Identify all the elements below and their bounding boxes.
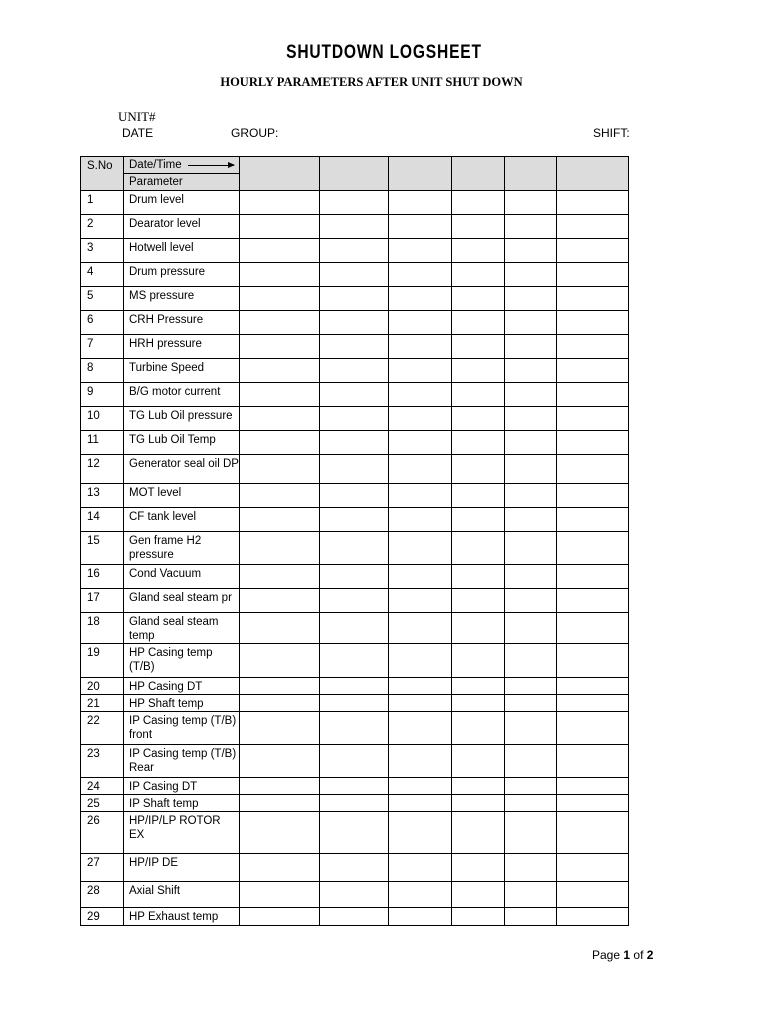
reading-cell[interactable] [505,589,557,613]
reading-cell[interactable] [557,311,629,335]
reading-cell[interactable] [505,484,557,508]
row-sno: 25 [81,795,124,812]
reading-cell[interactable] [389,795,452,812]
reading-cell[interactable] [320,745,389,778]
row-sno: 19 [81,644,124,678]
table-row [81,508,629,532]
row-parameter: Gen frame H2 pressure [124,532,240,565]
table-row [81,695,629,712]
reading-cell[interactable] [320,191,389,215]
row-sno: 15 [81,532,124,565]
reading-cell[interactable] [452,644,505,678]
reading-cell[interactable] [240,431,320,455]
table-row [81,263,629,287]
reading-cell[interactable] [557,407,629,431]
reading-cell[interactable] [557,263,629,287]
reading-cell[interactable] [389,532,452,565]
reading-cell[interactable] [320,854,389,882]
reading-cell[interactable] [389,263,452,287]
reading-cell[interactable] [557,287,629,311]
reading-cell[interactable] [320,812,389,854]
reading-cell[interactable] [557,508,629,532]
reading-cell[interactable] [505,678,557,695]
reading-cell[interactable] [240,311,320,335]
table-row [81,812,629,854]
table-row [81,908,629,926]
row-sno: 20 [81,678,124,695]
reading-cell[interactable] [320,335,389,359]
row-parameter: HP Casing temp (T/B) [124,644,240,678]
reading-cell[interactable] [320,239,389,263]
reading-cell[interactable] [452,287,505,311]
arrow-right-icon [188,165,234,166]
table-row [81,613,629,644]
reading-cell[interactable] [505,407,557,431]
reading-cell[interactable] [240,589,320,613]
reading-cell[interactable] [505,644,557,678]
parameter-log-table [80,156,629,926]
row-sno: 22 [81,712,124,745]
row-sno: 6 [81,311,124,335]
reading-cell[interactable] [240,532,320,565]
reading-cell[interactable] [557,484,629,508]
reading-cell[interactable] [240,778,320,795]
reading-cell[interactable] [320,908,389,926]
reading-cell[interactable] [240,335,320,359]
table-row [81,778,629,795]
reading-cell[interactable] [389,215,452,239]
reading-cell[interactable] [505,854,557,882]
reading-cell[interactable] [240,287,320,311]
reading-cell[interactable] [557,644,629,678]
reading-cell[interactable] [505,532,557,565]
page-total: 2 [646,948,654,962]
row-parameter: Hotwell level [124,239,240,263]
reading-cell[interactable] [389,359,452,383]
shift-field-label: SHIFT: [593,126,630,140]
table-row [81,407,629,431]
reading-cell[interactable] [505,191,557,215]
reading-cell[interactable] [240,695,320,712]
reading-cell[interactable] [557,745,629,778]
reading-cell[interactable] [320,678,389,695]
reading-cell[interactable] [505,882,557,908]
reading-cell[interactable] [389,191,452,215]
reading-cell[interactable] [320,215,389,239]
reading-cell[interactable] [452,678,505,695]
reading-cell[interactable] [557,812,629,854]
reading-cell[interactable] [557,191,629,215]
reading-header-cell [389,157,452,191]
row-parameter: MS pressure [124,287,240,311]
reading-cell[interactable] [320,532,389,565]
row-parameter: Gland seal steam pr [124,589,240,613]
row-sno: 14 [81,508,124,532]
reading-header-cell [505,157,557,191]
reading-cell[interactable] [557,589,629,613]
reading-cell[interactable] [452,431,505,455]
row-parameter: MOT level [124,484,240,508]
group-field-label: GROUP: [231,126,279,140]
reading-cell[interactable] [557,431,629,455]
reading-cell[interactable] [452,565,505,589]
reading-cell[interactable] [389,695,452,712]
reading-cell[interactable] [389,431,452,455]
reading-cell[interactable] [389,613,452,644]
reading-cell[interactable] [240,455,320,484]
table-row [81,287,629,311]
reading-cell[interactable] [389,908,452,926]
reading-cell[interactable] [557,455,629,484]
reading-cell[interactable] [505,712,557,745]
row-parameter: IP Shaft temp [124,795,240,812]
reading-cell[interactable] [557,359,629,383]
reading-cell[interactable] [452,613,505,644]
table-row [81,215,629,239]
row-sno: 21 [81,695,124,712]
reading-cell[interactable] [557,795,629,812]
row-parameter: Turbine Speed [124,359,240,383]
row-sno: 5 [81,287,124,311]
row-sno: 2 [81,215,124,239]
reading-cell[interactable] [557,613,629,644]
page-number [592,948,653,962]
row-sno: 4 [81,263,124,287]
row-sno: 10 [81,407,124,431]
reading-cell[interactable] [389,854,452,882]
table-row [81,335,629,359]
reading-cell[interactable] [320,383,389,407]
reading-cell[interactable] [389,644,452,678]
reading-cell[interactable] [505,239,557,263]
reading-cell[interactable] [452,455,505,484]
row-parameter: IP Casing temp (T/B) Rear [124,745,240,778]
reading-cell[interactable] [389,383,452,407]
row-sno: 17 [81,589,124,613]
row-sno: 16 [81,565,124,589]
table-row [81,745,629,778]
row-sno: 13 [81,484,124,508]
table-row [81,383,629,407]
row-sno: 1 [81,191,124,215]
reading-cell[interactable] [240,678,320,695]
reading-cell[interactable] [389,778,452,795]
reading-cell[interactable] [505,613,557,644]
parameter-header: Parameter [129,176,183,188]
reading-cell[interactable] [557,215,629,239]
reading-cell[interactable] [240,908,320,926]
row-sno: 7 [81,335,124,359]
reading-cell[interactable] [240,215,320,239]
reading-cell[interactable] [452,215,505,239]
reading-cell[interactable] [240,191,320,215]
reading-cell[interactable] [320,565,389,589]
reading-cell[interactable] [320,311,389,335]
reading-cell[interactable] [240,812,320,854]
reading-cell[interactable] [452,508,505,532]
reading-cell[interactable] [320,263,389,287]
row-parameter: HP/IP/LP ROTOR EX [124,812,240,854]
row-parameter: HP Shaft temp [124,695,240,712]
reading-cell[interactable] [240,644,320,678]
reading-cell[interactable] [452,484,505,508]
reading-cell[interactable] [320,712,389,745]
table-row [81,484,629,508]
table-row [81,795,629,812]
reading-cell[interactable] [240,484,320,508]
reading-cell[interactable] [320,508,389,532]
reading-cell[interactable] [505,745,557,778]
reading-cell[interactable] [240,407,320,431]
table-row [81,311,629,335]
table-row [81,359,629,383]
reading-cell[interactable] [240,565,320,589]
reading-cell[interactable] [240,239,320,263]
reading-cell[interactable] [320,778,389,795]
reading-cell[interactable] [389,311,452,335]
reading-cell[interactable] [389,882,452,908]
row-parameter: CF tank level [124,508,240,532]
date-field-label: DATE [122,126,154,140]
reading-cell[interactable] [320,882,389,908]
reading-cell[interactable] [452,311,505,335]
reading-cell[interactable] [389,745,452,778]
table-row [81,882,629,908]
reading-cell[interactable] [320,431,389,455]
reading-cell[interactable] [452,695,505,712]
reading-cell[interactable] [452,191,505,215]
reading-cell[interactable] [452,812,505,854]
row-sno: 11 [81,431,124,455]
reading-cell[interactable] [320,644,389,678]
reading-cell[interactable] [452,532,505,565]
reading-cell[interactable] [320,407,389,431]
row-sno: 12 [81,455,124,484]
reading-header-cell [240,157,320,191]
reading-cell[interactable] [240,712,320,745]
datetime-header [124,157,239,174]
reading-cell[interactable] [557,335,629,359]
table-row [81,678,629,695]
row-parameter: HP Exhaust temp [124,908,240,926]
table-row [81,455,629,484]
reading-cell[interactable] [452,854,505,882]
reading-cell[interactable] [452,359,505,383]
reading-cell[interactable] [505,455,557,484]
row-parameter: Drum pressure [124,263,240,287]
document-title: SHUTDOWN LOGSHEET [286,42,482,63]
reading-cell[interactable] [240,383,320,407]
row-parameter: CRH Pressure [124,311,240,335]
reading-header-cell [557,157,629,191]
reading-cell[interactable] [320,455,389,484]
reading-cell[interactable] [557,532,629,565]
reading-cell[interactable] [240,745,320,778]
reading-header-cell [452,157,505,191]
reading-cell[interactable] [452,778,505,795]
reading-cell[interactable] [240,882,320,908]
row-parameter: HP Casing DT [124,678,240,695]
reading-cell[interactable] [505,565,557,589]
reading-cell[interactable] [452,908,505,926]
reading-cell[interactable] [389,455,452,484]
reading-cell[interactable] [389,678,452,695]
reading-cell[interactable] [389,484,452,508]
reading-cell[interactable] [452,239,505,263]
table-row [81,239,629,263]
reading-cell[interactable] [452,712,505,745]
row-sno: 8 [81,359,124,383]
row-sno: 29 [81,908,124,926]
row-sno: 23 [81,745,124,778]
table-row [81,644,629,678]
reading-cell[interactable] [389,335,452,359]
row-parameter: Dearator level [124,215,240,239]
datetime-header-label: Date/Time [129,159,182,171]
table-row [81,431,629,455]
row-parameter: IP Casing DT [124,778,240,795]
reading-cell[interactable] [389,508,452,532]
row-sno: 18 [81,613,124,644]
reading-cell[interactable] [452,383,505,407]
table-row [81,854,629,882]
reading-cell[interactable] [505,287,557,311]
reading-cell[interactable] [452,407,505,431]
row-parameter: B/G motor current [124,383,240,407]
reading-cell[interactable] [389,407,452,431]
page-label: Page [592,948,621,962]
row-sno: 26 [81,812,124,854]
row-sno: 28 [81,882,124,908]
row-parameter: HP/IP DE [124,854,240,882]
row-parameter: Axial Shift [124,882,240,908]
reading-cell[interactable] [557,383,629,407]
table-row [81,712,629,745]
reading-cell[interactable] [320,287,389,311]
reading-cell[interactable] [389,812,452,854]
reading-cell[interactable] [557,778,629,795]
reading-cell[interactable] [389,565,452,589]
page-current: 1 [623,948,631,962]
reading-cell[interactable] [320,359,389,383]
reading-cell[interactable] [557,678,629,695]
reading-cell[interactable] [240,795,320,812]
reading-cell[interactable] [452,263,505,287]
page-of: of [633,948,644,962]
reading-cell[interactable] [505,383,557,407]
reading-cell[interactable] [389,287,452,311]
reading-cell[interactable] [505,812,557,854]
reading-cell[interactable] [557,565,629,589]
reading-cell[interactable] [240,263,320,287]
reading-cell[interactable] [240,508,320,532]
reading-cell[interactable] [389,239,452,263]
reading-cell[interactable] [557,712,629,745]
row-parameter: IP Casing temp (T/B) front [124,712,240,745]
table-header-row [81,157,629,191]
row-parameter: TG Lub Oil pressure [124,407,240,431]
reading-cell[interactable] [452,589,505,613]
reading-cell[interactable] [505,795,557,812]
row-parameter: TG Lub Oil Temp [124,431,240,455]
row-sno: 24 [81,778,124,795]
row-parameter: Generator seal oil DP [124,455,240,484]
reading-cell[interactable] [505,908,557,926]
reading-cell[interactable] [240,613,320,644]
reading-cell[interactable] [557,854,629,882]
reading-cell[interactable] [452,745,505,778]
reading-cell[interactable] [452,795,505,812]
row-parameter: HRH pressure [124,335,240,359]
reading-cell[interactable] [557,239,629,263]
reading-cell[interactable] [505,335,557,359]
reading-cell[interactable] [452,335,505,359]
reading-cell[interactable] [320,484,389,508]
reading-cell[interactable] [557,908,629,926]
reading-cell[interactable] [505,215,557,239]
reading-cell[interactable] [505,311,557,335]
reading-cell[interactable] [240,359,320,383]
table-row [81,589,629,613]
table-row [81,532,629,565]
reading-cell[interactable] [505,359,557,383]
reading-cell[interactable] [452,882,505,908]
row-sno: 3 [81,239,124,263]
sno-header: S.No [81,157,124,191]
reading-cell[interactable] [505,508,557,532]
reading-cell[interactable] [505,263,557,287]
row-sno: 27 [81,854,124,882]
reading-cell[interactable] [557,695,629,712]
table-row [81,191,629,215]
reading-cell[interactable] [320,613,389,644]
reading-cell[interactable] [240,854,320,882]
row-sno: 9 [81,383,124,407]
table-row [81,565,629,589]
row-parameter: Cond Vacuum [124,565,240,589]
reading-cell[interactable] [320,795,389,812]
reading-cell[interactable] [389,589,452,613]
reading-cell[interactable] [505,778,557,795]
reading-cell[interactable] [505,431,557,455]
reading-cell[interactable] [557,882,629,908]
reading-cell[interactable] [505,695,557,712]
parameter-header-cell [124,157,240,191]
row-parameter: Drum level [124,191,240,215]
reading-cell[interactable] [320,589,389,613]
reading-cell[interactable] [320,695,389,712]
reading-cell[interactable] [389,712,452,745]
document-subtitle: HOURLY PARAMETERS AFTER UNIT SHUT DOWN [220,75,523,89]
reading-header-cell [320,157,389,191]
unit-field-label: UNIT# [118,109,156,124]
row-parameter: Gland seal steam temp [124,613,240,644]
